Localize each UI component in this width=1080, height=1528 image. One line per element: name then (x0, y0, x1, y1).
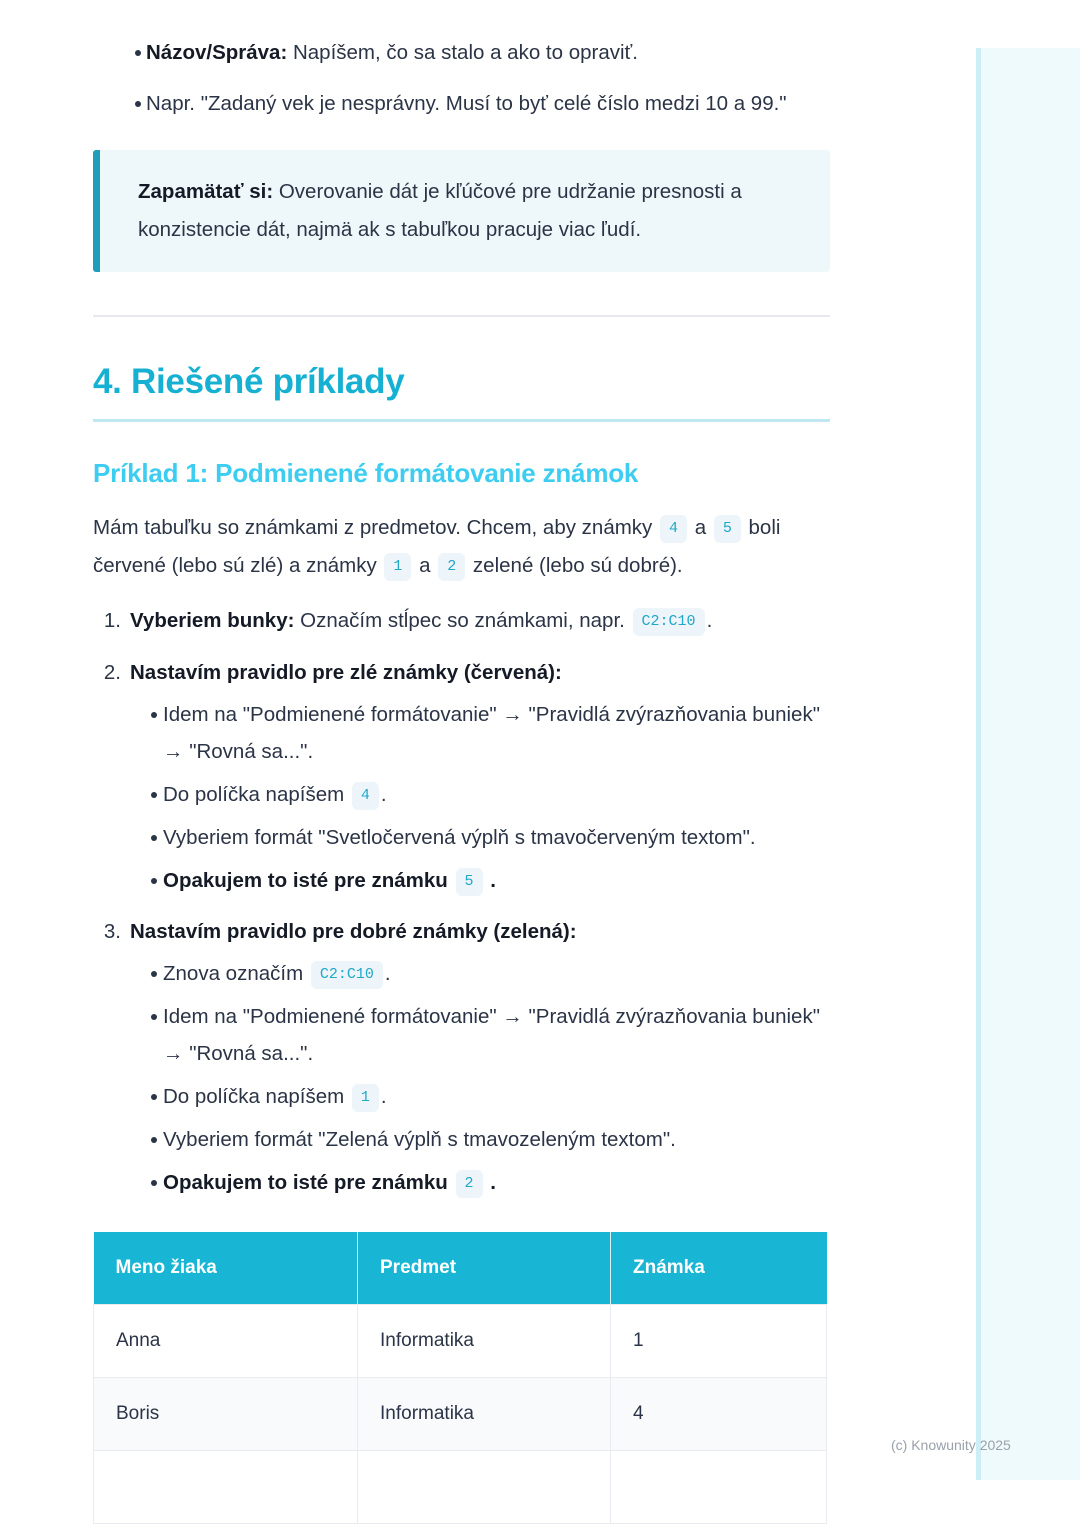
substep-text: Vyberiem formát "Svetločervená výplň s tmavočerveným textom". (163, 826, 756, 849)
code-badge-value-4: 4 (352, 782, 379, 810)
list-item (130, 696, 836, 770)
substep-text-after: . (484, 869, 496, 892)
grades-table (93, 1232, 827, 1524)
steps-list (93, 602, 836, 1201)
intro-paragraph (93, 509, 833, 585)
list-item (130, 1121, 836, 1158)
copyright-watermark: (c) Knowunity 2025 (891, 1437, 1011, 1453)
step-item (93, 654, 836, 899)
bullet-bold-lead: Názov/Správa: (146, 41, 288, 64)
column-header-subject: Predmet (358, 1232, 611, 1305)
intro-text-4: a (413, 554, 437, 577)
code-badge-grade-1: 1 (384, 553, 411, 581)
table-row (94, 1378, 827, 1451)
step-number: 2. (103, 661, 121, 684)
substep-bold-lead: Opakujem to isté pre známku (163, 1171, 454, 1194)
cell-student-name: Boris (94, 1378, 358, 1451)
substep-text: Do políčka napíšem (163, 1085, 350, 1108)
code-badge-grade-4: 4 (660, 515, 687, 543)
list-item (130, 776, 836, 813)
step-item (93, 602, 836, 640)
remember-callout (93, 150, 830, 272)
substep-text: Znova označím (163, 962, 309, 985)
list-item (130, 862, 836, 899)
list-item (93, 85, 836, 122)
column-header-student-name: Meno žiaka (94, 1232, 358, 1305)
table-row (94, 1451, 827, 1524)
section-divider (93, 315, 830, 317)
cell-subject: Informatika (358, 1378, 611, 1451)
substep-text-after: . (380, 1085, 387, 1108)
substep-bold-lead: Opakujem to isté pre známku (163, 869, 454, 892)
cell-subject (358, 1451, 611, 1524)
substep-text: Do políčka napíšem (163, 783, 350, 806)
substep-text: Idem na "Podmienené formátovanie" → "Pravidlá zvýrazňovania buniek" → "Rovná sa...". (163, 703, 820, 763)
bullet-text: Napíšem, čo sa stalo a ako to opraviť. (287, 41, 638, 64)
table-row (94, 1305, 827, 1378)
intro-text-3: boli červené (lebo sú zlé) a známky (93, 516, 781, 577)
code-badge-range: C2:C10 (633, 608, 705, 636)
substep-text-after: . (484, 1171, 496, 1194)
substep-text-after: . (384, 962, 391, 985)
callout-label: Zapamätať si: (138, 180, 274, 203)
code-badge-grade-5: 5 (714, 515, 741, 543)
substep-list (130, 696, 836, 899)
callout-text: Overovanie dát je kľúčové pre udržanie presnosti a konzistencie dát, najmä ak s tabuľkou pracuje viac ľudí. (138, 180, 742, 241)
step-bold-lead: Nastavím pravidlo pre zlé známky (červená): (130, 661, 562, 684)
column-header-grade: Známka (611, 1232, 827, 1305)
intro-text-2: a (689, 516, 712, 539)
intro-text-1: Mám tabuľku so známkami z predmetov. Chcem, aby známky (93, 516, 658, 539)
code-badge-range: C2:C10 (311, 961, 383, 989)
code-badge-grade-2: 2 (438, 553, 465, 581)
substep-list (130, 955, 836, 1201)
subsection-title: Príklad 1: Podmienené formátovanie známok (93, 458, 639, 488)
cell-subject: Informatika (358, 1305, 611, 1378)
list-item (93, 34, 836, 71)
list-item (130, 955, 836, 992)
cell-student-name: Anna (94, 1305, 358, 1378)
list-item (130, 1078, 836, 1115)
substep-text: Idem na "Podmienené formátovanie" → "Pravidlá zvýrazňovania buniek" → "Rovná sa...". (163, 1005, 820, 1065)
list-item (130, 819, 836, 856)
cell-grade (611, 1451, 827, 1524)
step-bold-lead: Vyberiem bunky: (130, 609, 295, 632)
cell-grade: 4 (611, 1378, 827, 1451)
section-title-underline (93, 419, 830, 422)
cell-student-name (94, 1451, 358, 1524)
intro-text-5: zelené (lebo sú dobré). (467, 554, 683, 577)
cell-grade: 1 (611, 1305, 827, 1378)
top-bullet-list (93, 34, 836, 122)
substep-text: Vyberiem formát "Zelená výplň s tmavozeleným textom". (163, 1128, 676, 1151)
step-number: 3. (103, 920, 121, 943)
step-text-before: Označím stĺpec so známkami, napr. (294, 609, 631, 632)
step-bold-lead: Nastavím pravidlo pre dobré známky (zelená): (130, 920, 577, 943)
list-item (130, 998, 836, 1072)
code-badge-value-1: 1 (352, 1084, 379, 1112)
page-title: 4. Riešené príklady (93, 362, 405, 401)
table-header-row (94, 1232, 827, 1305)
list-item (130, 1164, 836, 1201)
step-text-after: . (706, 609, 713, 632)
step-item (93, 913, 836, 1201)
right-edge-accent-strip (976, 48, 1080, 1480)
code-badge-value-2: 2 (456, 1170, 483, 1198)
bullet-text: Napr. "Zadaný vek je nesprávny. Musí to byť celé číslo medzi 10 a 99." (146, 92, 787, 115)
substep-text-after: . (380, 783, 387, 806)
step-number: 1. (103, 609, 121, 632)
code-badge-value-5: 5 (456, 868, 483, 896)
